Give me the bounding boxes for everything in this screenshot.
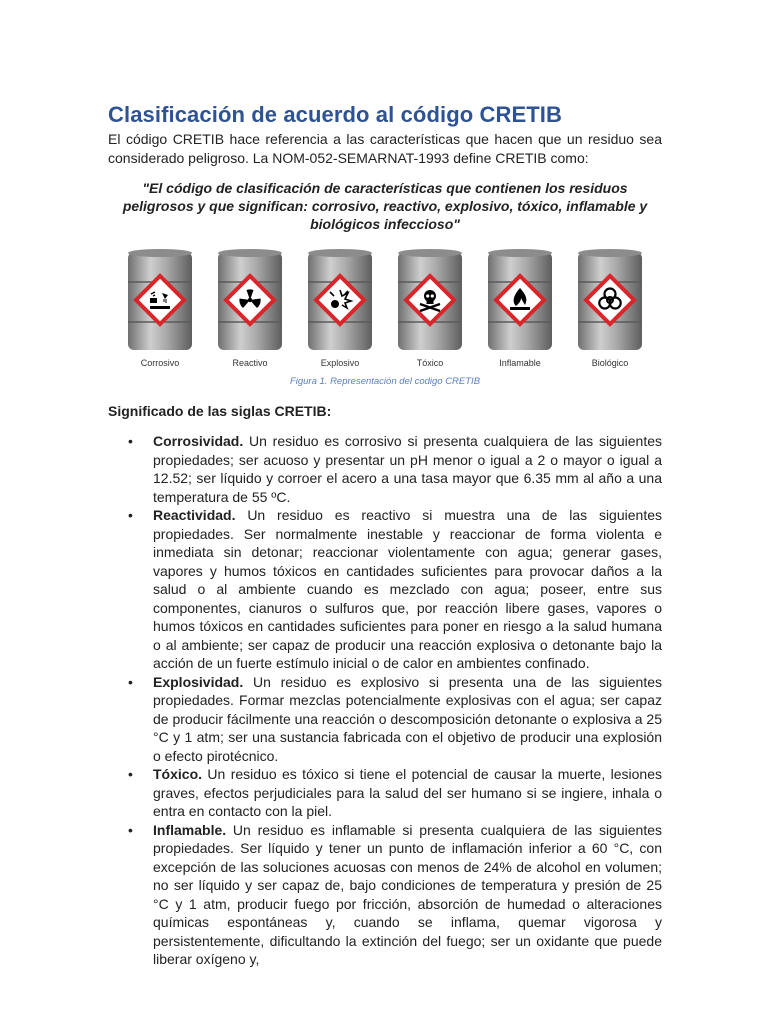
cretib-figure [118, 234, 652, 374]
list-item [108, 506, 662, 673]
barrel-reactivo [208, 234, 292, 374]
definition-quote: "El código de clasificación de características que contienen los residuos peligrosos y que significan: corrosivo, reactivo, explosivo, tóxico, inflamable y biológicos infeccioso" [122, 180, 648, 232]
barrel-label: Explosivo [320, 358, 360, 368]
list-item [108, 821, 662, 969]
item-text: Un residuo es inflamable si presenta cualquiera de las siguientes propiedades. Ser líquido y tener un punto de inflamación inferior a 60 °C, con excepción de las soluciones acuosas con menos de 24% de alcohol en volumen; no ser líquido y ser capaz de, bajo condiciones de temperatura y presión de 25 °C y 1 atm, producir fuego por fricción, absorción de humedad o alteraciones químicas espontáneas y, cuando se inflama, quemar vigorosa y persistentemente, dificultando la extinción del fuego; ser un oxidante que puede liberar oxígeno y, [153, 821, 662, 967]
document-title: Clasificación de acuerdo al código CRETIB [108, 102, 562, 127]
item-text: Un residuo es tóxico si tiene el potencial de causar la muerte, lesiones graves, efectos perjudiciales para la salud del ser humano si se ingiere, inhala o entra en contacto con la piel. [153, 766, 662, 819]
section-subheading: Significado de las siglas CRETIB: [108, 403, 332, 419]
list-item [108, 673, 662, 766]
barrel-graphic [126, 248, 194, 354]
list-item [108, 765, 662, 821]
item-text: Un residuo es explosivo si presenta una de las siguientes propiedades. Formar mezclas potencialmente explosivas con el agua; ser capaz de producir fácilmente una reacción o descomposición detonante o explosiva a 25 °C y 1 atm; ser una sustancia fabricada con el objetivo de producir una explosión o efecto pirotécnico. [153, 673, 662, 764]
item-term: Tóxico. [153, 766, 203, 782]
barrel-toxico [388, 234, 472, 374]
item-term: Inflamable. [153, 821, 227, 838]
cretib-definitions-list [108, 432, 662, 969]
item-text: Un residuo es reactivo si muestra una de las siguientes propiedades. Ser normalmente inestable y reaccionar de forma violenta e inmediata sin detonar; reaccionar violentamente con agua; generar gases, vapores y humos tóxicos en cantidades suficientes para provocar daños a la salud o al ambiente cuando es mezclado con agua; poseer, entre sus componentes, cianuros o sulfuros que, por reacción libere gases, vapores o humos tóxicos en cantidades suficientes para poner en riesgo a la salud humana o al ambiente; ser capaz de producir una reacción explosiva o detonante bajo la acción de un fuerte estímulo inicial o de calor en ambientes confinado. [153, 507, 662, 671]
bullet-icon: • [128, 821, 133, 838]
barrel-label: Biológico [591, 358, 629, 368]
figure-caption: Figura 1. Representación del codigo CRETIB [289, 376, 481, 387]
barrel-graphic [216, 248, 284, 354]
barrel-label: Reactivo [232, 358, 268, 368]
item-term: Reactividad. [153, 507, 236, 523]
barrel-graphic [576, 248, 644, 354]
barrel-explosivo [298, 234, 382, 374]
bullet-icon: • [128, 433, 133, 449]
barrel-graphic [306, 248, 374, 354]
item-term: Explosividad. [153, 673, 244, 690]
item-term: Corrosividad. [153, 433, 244, 449]
barrel-graphic [486, 248, 554, 354]
bullet-icon: • [128, 673, 133, 690]
barrel-graphic [396, 248, 464, 354]
barrel-biologico [568, 234, 652, 374]
list-item [108, 432, 662, 506]
barrel-label: Inflamable [499, 358, 541, 368]
barrel-label: Corrosivo [140, 358, 180, 368]
bullet-icon: • [128, 507, 133, 523]
intro-paragraph: El código CRETIB hace referencia a las características que hacen que un residuo sea considerado peligroso. La NOM-052-SEMARNAT-1993 define CRETIB como: [108, 131, 662, 166]
barrel-inflamable [478, 234, 562, 374]
barrel-label: Tóxico [416, 358, 444, 368]
bullet-icon: • [128, 766, 133, 782]
item-text: Un residuo es corrosivo si presenta cualquiera de las siguientes propiedades; ser acuoso y presentar un pH menor o igual a 2 o mayor o igual a 12.52; ser líquido y corroer el acero a una tasa mayor que 6.35 mm al año a una temperatura de 55 ºC. [153, 433, 662, 505]
barrel-corrosivo [118, 234, 202, 374]
